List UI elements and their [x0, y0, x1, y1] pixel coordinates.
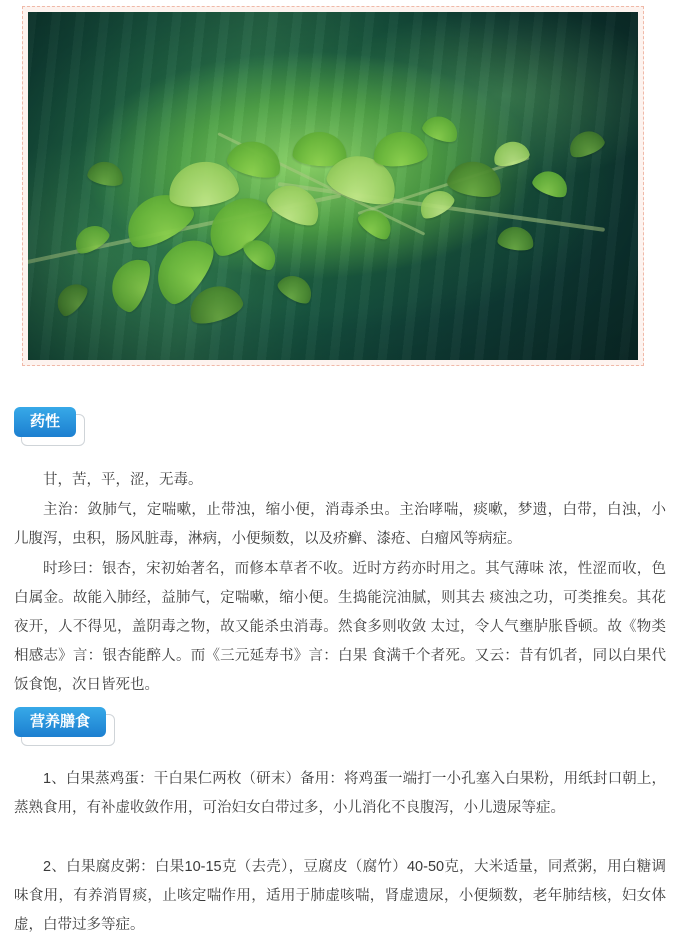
paragraph: 2、白果腐皮粥：白果10-15克（去壳），豆腐皮（腐竹）40-50克，大米适量，同煮粥，用白糖调味食用，有养消胃痰，止咳定喘作用，适用于肺虚咳喘，肾虚遗尿，小便频数，老年肺结核，妇女体虚，白带过多等症。 — [14, 858, 666, 933]
paragraph: 时珍曰：银杏，宋初始著名，而修本草者不收。近时方药亦时用之。其气薄味 浓，性涩而收，色白属金。故能入肺经，益肺气，定喘嗽，缩小便。生捣能浣油腻，则其去 痰浊之功，可类推矣。其花夜开，人不得见，盖阴毒之物，故又能杀虫消毒。然食多则收敛 太过，令人气壅胪胀昏顿。故《物类相感志》言：银杏能醉人。而《三元延寿书》言：白果 食满千个者死。又云：昔有饥者，同以白果代饭食饱，次日皆死也。 — [14, 560, 666, 693]
ginkgo-leaves-photo — [28, 12, 638, 360]
photo-vignette — [28, 12, 638, 360]
section-title-label: 营养膳食 — [14, 707, 106, 737]
section-title-label: 药性 — [14, 407, 76, 437]
article-image-frame — [22, 6, 644, 366]
paragraph: 1、白果蒸鸡蛋：干白果仁两枚（研末）备用：将鸡蛋一端打一小孔塞入白果粉，用纸封口朝上，蒸熟食用，有补虚收敛作用，可治妇女白带过多，小儿消化不良腹泻，小儿遗尿等症。 — [14, 770, 666, 816]
paragraph: 主治：敛肺气，定喘嗽，止带浊，缩小便，消毒杀虫。主治哮喘，痰嗽，梦遗，白带，白浊，小儿腹泻，虫积，肠风脏毒，淋病，小便频数，以及疥癣、漆疮、白瘤风等病症。 — [14, 501, 666, 547]
section-heading-yingyangshanshi — [14, 707, 106, 737]
paragraph: 甘，苦，平，涩，无毒。 — [43, 471, 203, 488]
pill-wrapper — [14, 407, 76, 437]
section-heading-yaoxing — [14, 407, 76, 437]
pill-wrapper — [14, 707, 106, 737]
